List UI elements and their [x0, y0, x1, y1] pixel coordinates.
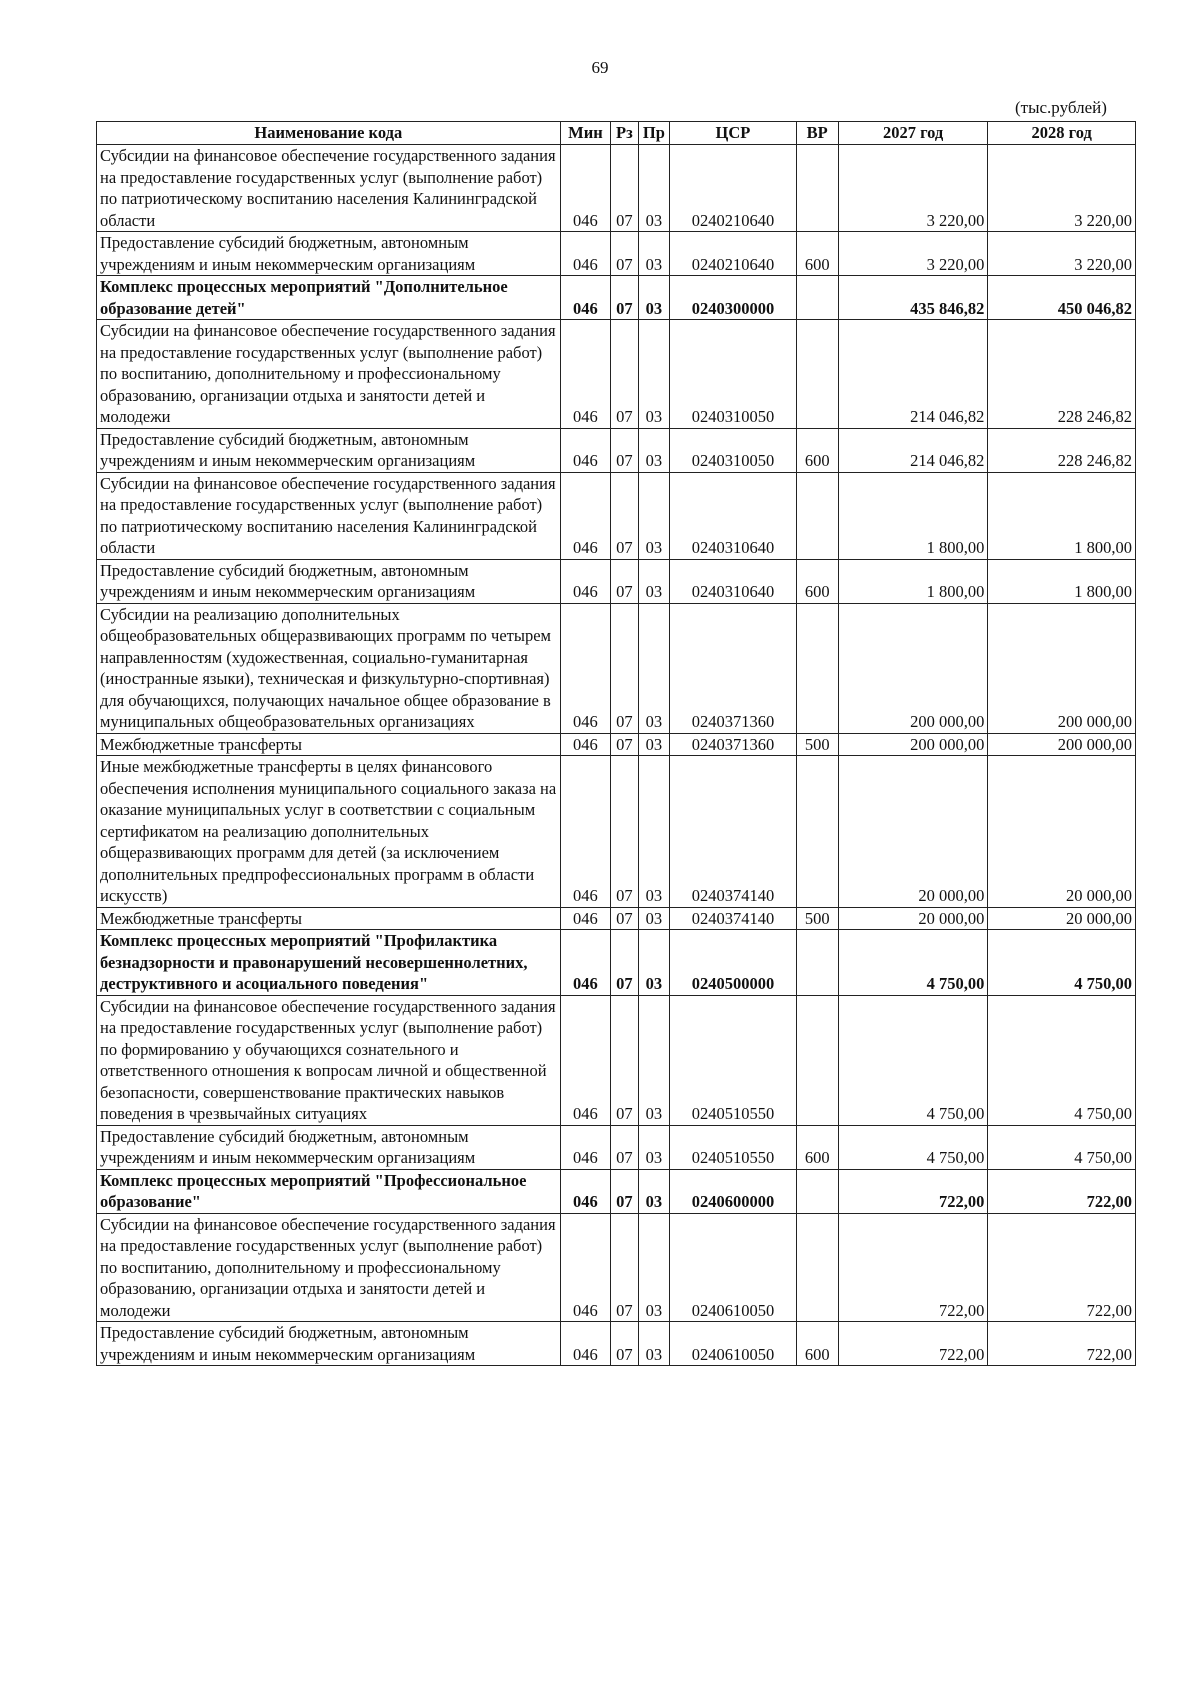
- table-row: [97, 232, 1136, 276]
- row-name-cell: Межбюджетные трансферты: [97, 907, 561, 930]
- row-name-cell: Субсидии на финансовое обеспечение государственного задания на предоставление государственных услуг (выполнение работ) по воспитанию, дополнительному и профессиональному образованию, организации отдыха и занятости детей и молодежи: [97, 320, 561, 429]
- table-row: [97, 1169, 1136, 1213]
- table-row: [97, 320, 1136, 429]
- row-name-cell: Предоставление субсидий бюджетным, автономным учреждениям и иным некоммерческим организациям: [97, 1322, 561, 1366]
- row-rz-cell: 07: [611, 1169, 638, 1213]
- row-min-cell: 046: [560, 603, 611, 733]
- row-min-cell: 046: [560, 1169, 611, 1213]
- table-row: [97, 995, 1136, 1125]
- row-min-cell: 046: [560, 559, 611, 603]
- row-2027-cell: 722,00: [838, 1322, 988, 1366]
- header-vr: ВР: [796, 122, 838, 145]
- row-pr-cell: 03: [638, 1125, 670, 1169]
- row-2028-cell: 1 800,00: [988, 559, 1136, 603]
- row-csr-cell: 0240310050: [670, 320, 796, 429]
- page-number: 69: [591, 58, 609, 77]
- table-row: [97, 1213, 1136, 1322]
- row-2027-cell: 4 750,00: [838, 930, 988, 996]
- row-pr-cell: 03: [638, 907, 670, 930]
- row-vr-cell: [796, 603, 838, 733]
- row-rz-cell: 07: [611, 1125, 638, 1169]
- row-min-cell: 046: [560, 276, 611, 320]
- row-csr-cell: 0240310050: [670, 428, 796, 472]
- row-rz-cell: 07: [611, 907, 638, 930]
- row-rz-cell: 07: [611, 603, 638, 733]
- row-2028-cell: 722,00: [988, 1169, 1136, 1213]
- row-rz-cell: 07: [611, 559, 638, 603]
- row-vr-cell: [796, 1169, 838, 1213]
- row-csr-cell: 0240610050: [670, 1213, 796, 1322]
- row-pr-cell: 03: [638, 232, 670, 276]
- row-vr-cell: 600: [796, 559, 838, 603]
- header-2028: 2028 год: [988, 122, 1136, 145]
- row-rz-cell: 07: [611, 472, 638, 559]
- row-2027-cell: 1 800,00: [838, 559, 988, 603]
- row-rz-cell: 07: [611, 320, 638, 429]
- row-2028-cell: 228 246,82: [988, 428, 1136, 472]
- table-body: [97, 145, 1136, 1366]
- row-2027-cell: 3 220,00: [838, 232, 988, 276]
- row-name-cell: Предоставление субсидий бюджетным, автономным учреждениям и иным некоммерческим организациям: [97, 428, 561, 472]
- row-vr-cell: [796, 756, 838, 908]
- row-2028-cell: 3 220,00: [988, 232, 1136, 276]
- row-vr-cell: 600: [796, 428, 838, 472]
- row-pr-cell: 03: [638, 472, 670, 559]
- row-vr-cell: [796, 472, 838, 559]
- row-csr-cell: 0240310640: [670, 472, 796, 559]
- row-name-cell: Субсидии на финансовое обеспечение государственного задания на предоставление государственных услуг (выполнение работ) по формированию у обучающихся сознательного и ответственного отношения к вопросам личной и общественной безопасности, совершенствование практических навыков поведения в чрезвычайных ситуациях: [97, 995, 561, 1125]
- row-csr-cell: 0240610050: [670, 1322, 796, 1366]
- row-min-cell: 046: [560, 232, 611, 276]
- row-name-cell: Предоставление субсидий бюджетным, автономным учреждениям и иным некоммерческим организациям: [97, 559, 561, 603]
- row-csr-cell: 0240374140: [670, 756, 796, 908]
- header-rz: Рз: [611, 122, 638, 145]
- row-rz-cell: 07: [611, 145, 638, 232]
- row-2027-cell: 200 000,00: [838, 733, 988, 756]
- row-name-cell: Субсидии на финансовое обеспечение государственного задания на предоставление государственных услуг (выполнение работ) по патриотическому воспитанию населения Калининградской области: [97, 145, 561, 232]
- row-pr-cell: 03: [638, 756, 670, 908]
- row-vr-cell: [796, 145, 838, 232]
- row-rz-cell: 07: [611, 756, 638, 908]
- row-2027-cell: 722,00: [838, 1213, 988, 1322]
- row-2028-cell: 450 046,82: [988, 276, 1136, 320]
- table-row: [97, 1125, 1136, 1169]
- row-min-cell: 046: [560, 1125, 611, 1169]
- row-rz-cell: 07: [611, 733, 638, 756]
- row-pr-cell: 03: [638, 930, 670, 996]
- row-name-cell: Субсидии на финансовое обеспечение государственного задания на предоставление государственных услуг (выполнение работ) по воспитанию, дополнительному и профессиональному образованию, организации отдыха и занятости детей и молодежи: [97, 1213, 561, 1322]
- row-rz-cell: 07: [611, 1213, 638, 1322]
- row-pr-cell: 03: [638, 276, 670, 320]
- budget-table: [96, 121, 1136, 1366]
- row-csr-cell: 0240374140: [670, 907, 796, 930]
- table-row: [97, 930, 1136, 996]
- row-pr-cell: 03: [638, 428, 670, 472]
- row-min-cell: 046: [560, 733, 611, 756]
- row-name-cell: Предоставление субсидий бюджетным, автономным учреждениям и иным некоммерческим организациям: [97, 1125, 561, 1169]
- header-2027: 2027 год: [838, 122, 988, 145]
- table-row: [97, 428, 1136, 472]
- row-2027-cell: 214 046,82: [838, 320, 988, 429]
- row-2027-cell: 20 000,00: [838, 756, 988, 908]
- row-vr-cell: 500: [796, 733, 838, 756]
- table-row: [97, 733, 1136, 756]
- row-csr-cell: 0240510550: [670, 995, 796, 1125]
- row-2028-cell: 20 000,00: [988, 756, 1136, 908]
- table-row: [97, 472, 1136, 559]
- table-row: [97, 559, 1136, 603]
- row-min-cell: 046: [560, 756, 611, 908]
- row-min-cell: 046: [560, 320, 611, 429]
- row-2027-cell: 435 846,82: [838, 276, 988, 320]
- table-row: [97, 1322, 1136, 1366]
- row-min-cell: 046: [560, 1213, 611, 1322]
- row-2028-cell: 722,00: [988, 1322, 1136, 1366]
- row-min-cell: 046: [560, 930, 611, 996]
- row-pr-cell: 03: [638, 995, 670, 1125]
- row-2027-cell: 722,00: [838, 1169, 988, 1213]
- row-2028-cell: 1 800,00: [988, 472, 1136, 559]
- row-pr-cell: 03: [638, 603, 670, 733]
- row-min-cell: 046: [560, 1322, 611, 1366]
- row-vr-cell: 600: [796, 232, 838, 276]
- row-2027-cell: 4 750,00: [838, 995, 988, 1125]
- row-pr-cell: 03: [638, 320, 670, 429]
- row-2028-cell: 4 750,00: [988, 930, 1136, 996]
- row-pr-cell: 03: [638, 733, 670, 756]
- row-vr-cell: [796, 320, 838, 429]
- row-rz-cell: 07: [611, 1322, 638, 1366]
- row-rz-cell: 07: [611, 232, 638, 276]
- row-2028-cell: 200 000,00: [988, 733, 1136, 756]
- table-row: [97, 756, 1136, 908]
- row-csr-cell: 0240500000: [670, 930, 796, 996]
- row-min-cell: 046: [560, 472, 611, 559]
- table-row: [97, 603, 1136, 733]
- row-vr-cell: [796, 930, 838, 996]
- row-2028-cell: 4 750,00: [988, 995, 1136, 1125]
- row-2028-cell: 228 246,82: [988, 320, 1136, 429]
- row-name-cell: Комплекс процессных мероприятий "Профилактика безнадзорности и правонарушений несовершеннолетних, деструктивного и асоциального поведения": [97, 930, 561, 996]
- row-2028-cell: 4 750,00: [988, 1125, 1136, 1169]
- row-pr-cell: 03: [638, 1213, 670, 1322]
- row-name-cell: Субсидии на финансовое обеспечение государственного задания на предоставление государственных услуг (выполнение работ) по патриотическому воспитанию населения Калининградской области: [97, 472, 561, 559]
- row-pr-cell: 03: [638, 1169, 670, 1213]
- row-pr-cell: 03: [638, 559, 670, 603]
- row-2027-cell: 4 750,00: [838, 1125, 988, 1169]
- row-name-cell: Субсидии на реализацию дополнительных общеобразовательных общеразвивающих программ по четырем направленностям (художественная, социально-гуманитарная (иностранные языки), техническая и физкультурно-спортивная) для обучающихся, получающих начальное общее образование в муниципальных общеобразовательных организациях: [97, 603, 561, 733]
- row-pr-cell: 03: [638, 1322, 670, 1366]
- row-2028-cell: 20 000,00: [988, 907, 1136, 930]
- row-csr-cell: 0240510550: [670, 1125, 796, 1169]
- header-csr: ЦСР: [670, 122, 796, 145]
- row-rz-cell: 07: [611, 428, 638, 472]
- row-vr-cell: [796, 995, 838, 1125]
- units-label: (тыс.рублей): [1015, 98, 1107, 117]
- table-row: [97, 276, 1136, 320]
- row-2028-cell: 3 220,00: [988, 145, 1136, 232]
- row-min-cell: 046: [560, 428, 611, 472]
- row-vr-cell: [796, 1213, 838, 1322]
- row-vr-cell: 500: [796, 907, 838, 930]
- table-row: [97, 907, 1136, 930]
- row-vr-cell: [796, 276, 838, 320]
- row-csr-cell: 0240210640: [670, 232, 796, 276]
- row-min-cell: 046: [560, 995, 611, 1125]
- row-vr-cell: 600: [796, 1322, 838, 1366]
- row-csr-cell: 0240310640: [670, 559, 796, 603]
- row-2027-cell: 214 046,82: [838, 428, 988, 472]
- row-rz-cell: 07: [611, 276, 638, 320]
- row-2027-cell: 20 000,00: [838, 907, 988, 930]
- table-header-row: [97, 122, 1136, 145]
- row-min-cell: 046: [560, 907, 611, 930]
- row-2027-cell: 3 220,00: [838, 145, 988, 232]
- row-2028-cell: 200 000,00: [988, 603, 1136, 733]
- row-csr-cell: 0240600000: [670, 1169, 796, 1213]
- row-name-cell: Иные межбюджетные трансферты в целях финансового обеспечения исполнения муниципального социального заказа на оказание муниципальных услуг в соответствии с социальным сертификатом на реализацию дополнительных общеразвивающих программ для детей (за исключением дополнительных предпрофессиональных программ в области искусств): [97, 756, 561, 908]
- row-min-cell: 046: [560, 145, 611, 232]
- row-2027-cell: 200 000,00: [838, 603, 988, 733]
- row-rz-cell: 07: [611, 995, 638, 1125]
- row-name-cell: Комплекс процессных мероприятий "Дополнительное образование детей": [97, 276, 561, 320]
- header-name: Наименование кода: [97, 122, 561, 145]
- row-name-cell: Межбюджетные трансферты: [97, 733, 561, 756]
- row-csr-cell: 0240371360: [670, 603, 796, 733]
- row-csr-cell: 0240371360: [670, 733, 796, 756]
- row-rz-cell: 07: [611, 930, 638, 996]
- row-name-cell: Предоставление субсидий бюджетным, автономным учреждениям и иным некоммерческим организациям: [97, 232, 561, 276]
- header-min: Мин: [560, 122, 611, 145]
- row-vr-cell: 600: [796, 1125, 838, 1169]
- row-2027-cell: 1 800,00: [838, 472, 988, 559]
- row-pr-cell: 03: [638, 145, 670, 232]
- row-2028-cell: 722,00: [988, 1213, 1136, 1322]
- header-pr: Пр: [638, 122, 670, 145]
- table-row: [97, 145, 1136, 232]
- row-csr-cell: 0240300000: [670, 276, 796, 320]
- row-name-cell: Комплекс процессных мероприятий "Профессиональное образование": [97, 1169, 561, 1213]
- row-csr-cell: 0240210640: [670, 145, 796, 232]
